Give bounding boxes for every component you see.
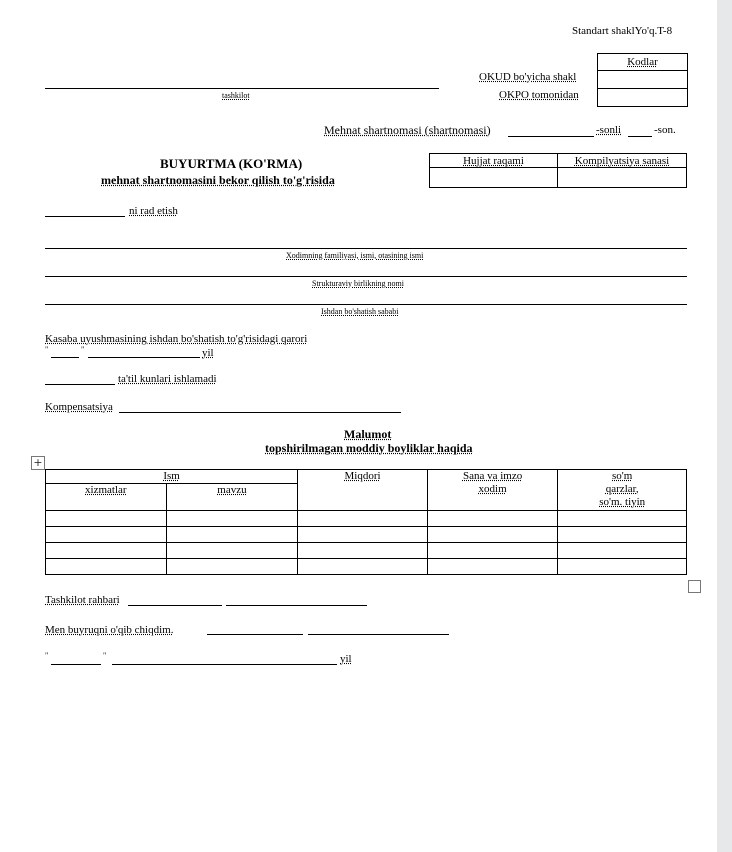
date-month-line[interactable]: [112, 664, 337, 665]
form-code: Standart shaklYo'q.T-8: [572, 25, 673, 37]
window-scroll-edge: [717, 0, 732, 852]
head-position-line[interactable]: [128, 605, 222, 606]
codes-table: [597, 53, 688, 107]
table-cell[interactable]: [427, 543, 558, 559]
contract-label: Mehnat shartnomasi (shartnomasi): [324, 123, 491, 137]
header-services: xizmatlar: [46, 484, 167, 511]
date-year: yil: [340, 653, 352, 665]
items-table: [45, 469, 687, 575]
table-cell[interactable]: [46, 543, 167, 559]
reject-blank[interactable]: [45, 216, 125, 217]
vacation-label: ta'til kunlari ishlamadi: [118, 373, 217, 385]
union-year: yil: [202, 347, 214, 359]
okpo-label: OKPO tomonidan: [499, 89, 579, 101]
union-quote-close: ": [81, 345, 85, 354]
table-move-icon[interactable]: +: [31, 456, 45, 470]
header-date: Sana va imzo xodim: [427, 470, 558, 511]
table-cell[interactable]: [427, 511, 558, 527]
doc-number-header: Hujjat raqami: [430, 154, 558, 168]
read-name-line[interactable]: [308, 634, 449, 635]
unit-line[interactable]: [45, 276, 687, 277]
order-subtitle: mehnat shartnomasini bekor qilish to'g'risida: [101, 173, 335, 187]
reject-label: ni rad etish: [129, 205, 178, 217]
table-cell[interactable]: [166, 511, 298, 527]
head-signature-line[interactable]: [226, 605, 367, 606]
table-cell[interactable]: [166, 559, 298, 575]
table-cell[interactable]: [166, 543, 298, 559]
table-cell[interactable]: [298, 527, 428, 543]
table-row: [46, 559, 687, 575]
table-cell[interactable]: [46, 527, 167, 543]
head-label: Tashkilot rahbari: [45, 594, 120, 606]
read-label: Men buyruqni o'qib chiqdim.: [45, 624, 174, 636]
header-qty: Miqdori: [298, 470, 428, 511]
union-month-line[interactable]: [88, 357, 200, 358]
contract-son-suffix: -son.: [654, 124, 676, 136]
table-cell[interactable]: [298, 543, 428, 559]
table-cell[interactable]: [46, 511, 167, 527]
okud-label: OKUD bo'yicha shakl: [479, 71, 577, 83]
reason-caption: Ishdan bo'shatish sababi: [321, 307, 399, 316]
table-cell[interactable]: [558, 511, 687, 527]
union-quote-open: ": [45, 345, 49, 354]
table-row: [46, 511, 687, 527]
contract-number-line[interactable]: [508, 136, 594, 137]
table-cell[interactable]: [558, 527, 687, 543]
contract-son-line[interactable]: [628, 136, 652, 137]
table-cell[interactable]: [558, 559, 687, 575]
unit-caption: Strukturaviy birlikning nomi: [312, 279, 404, 288]
date-day-line[interactable]: [51, 664, 101, 665]
reason-line[interactable]: [45, 304, 687, 305]
header-name: Ism: [46, 470, 298, 484]
doc-number-cell[interactable]: [430, 168, 558, 188]
info-subtitle: topshirilmagan moddiy boyliklar haqida: [265, 441, 473, 455]
union-label: Kasaba uyushmasining ishdan bo'shatish to'g'risidagi qarori: [45, 333, 308, 345]
table-cell[interactable]: [166, 527, 298, 543]
header-subject: mavzu: [166, 484, 298, 511]
table-row: [46, 527, 687, 543]
info-title: Malumot: [344, 427, 392, 441]
table-cell[interactable]: [46, 559, 167, 575]
union-day-line[interactable]: [51, 357, 79, 358]
order-title: BUYURTMA (KO'RMA): [160, 156, 303, 171]
date-quote-open: ": [45, 651, 49, 660]
org-caption: tashkilot: [222, 91, 250, 100]
vacation-blank[interactable]: [45, 384, 115, 385]
date-quote-close: ": [103, 651, 107, 660]
table-cell[interactable]: [298, 559, 428, 575]
table-row: [46, 543, 687, 559]
table-cell[interactable]: [427, 559, 558, 575]
table-cell[interactable]: [558, 543, 687, 559]
table-cell[interactable]: [298, 511, 428, 527]
okpo-cell[interactable]: [598, 89, 688, 107]
org-line[interactable]: [45, 88, 439, 89]
compensation-line[interactable]: [119, 412, 401, 413]
table-cell[interactable]: [427, 527, 558, 543]
header-sum: so'm qarzlar, so'm. tiyin: [558, 470, 687, 511]
codes-header: Kodlar: [598, 54, 688, 71]
compile-date-header: Kompilyatsiya sanasi: [558, 154, 687, 168]
read-signature-line[interactable]: [207, 634, 303, 635]
document-number-table: [429, 153, 687, 188]
compile-date-cell[interactable]: [558, 168, 687, 188]
employee-line[interactable]: [45, 248, 687, 249]
okud-cell[interactable]: [598, 71, 688, 89]
table-resize-icon[interactable]: [688, 580, 701, 593]
contract-number-suffix: -sonli: [596, 124, 622, 136]
compensation-label: Kompensatsiya: [45, 401, 113, 413]
employee-caption: Xodimning familiyasi, ismi, otasining ismi: [286, 251, 424, 260]
